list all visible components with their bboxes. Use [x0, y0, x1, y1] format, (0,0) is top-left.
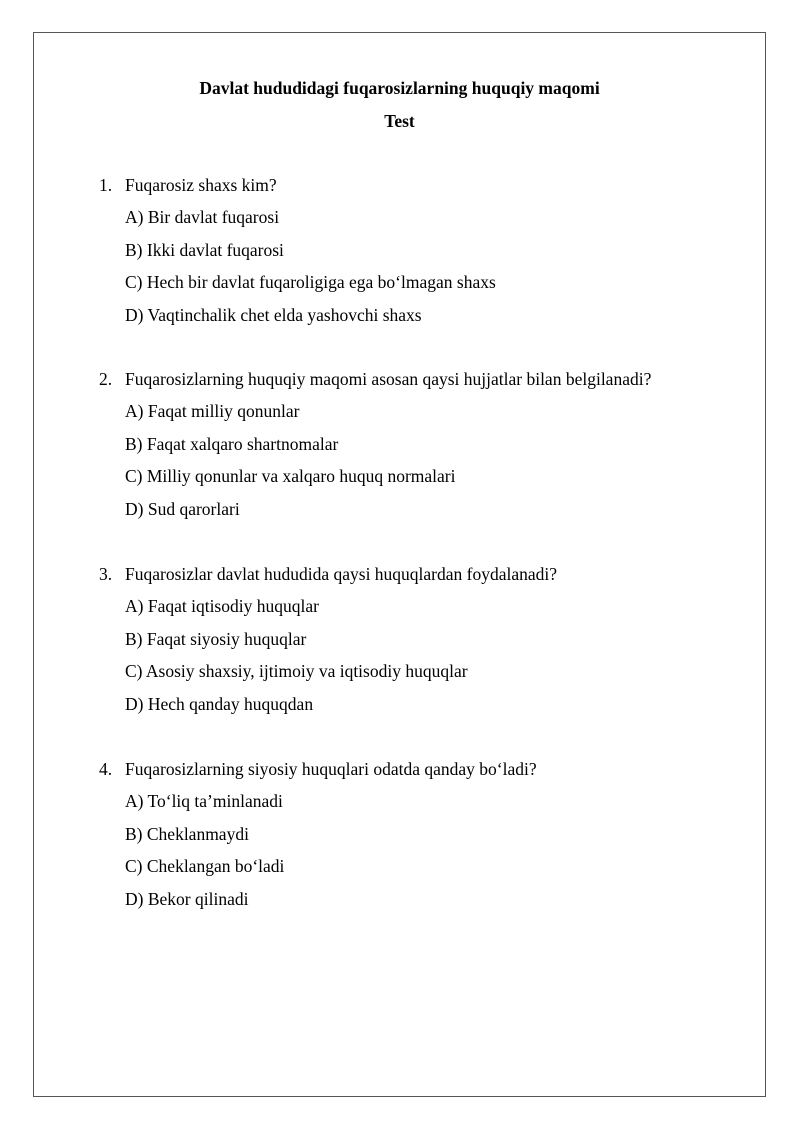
document-subtitle: Test	[384, 111, 415, 131]
option-a: A) Bir davlat fuqarosi	[125, 207, 280, 227]
question-number: 1.	[99, 175, 113, 195]
option-a: A) Faqat iqtisodiy huquqlar	[125, 596, 319, 616]
option-c: C) Cheklangan bo‘ladi	[125, 856, 285, 876]
option-b: B) Faqat xalqaro shartnomalar	[125, 434, 339, 454]
option-d: D) Hech qanday huquqdan	[125, 694, 314, 714]
option-c: C) Asosiy shaxsiy, ijtimoiy va iqtisodiy huquqlar	[125, 661, 468, 681]
option-a: A) To‘liq ta’minlanadi	[125, 791, 283, 811]
option-a: A) Faqat milliy qonunlar	[125, 401, 300, 421]
option-b: B) Cheklanmaydi	[125, 824, 249, 844]
question-text: Fuqarosiz shaxs kim?	[125, 175, 277, 195]
question-number: 2.	[99, 369, 113, 389]
question-text: Fuqarosizlarning siyosiy huquqlari odatda qanday bo‘ladi?	[125, 759, 537, 779]
option-c: C) Hech bir davlat fuqaroligiga ega bo‘lmagan shaxs	[125, 272, 496, 292]
question-text: Fuqarosizlar davlat hududida qaysi huquqlardan foydalanadi?	[125, 564, 558, 584]
option-b: B) Ikki davlat fuqarosi	[125, 240, 284, 260]
question-text: Fuqarosizlarning huquqiy maqomi asosan qaysi hujjatlar bilan belgilanadi?	[125, 369, 652, 389]
option-d: D) Bekor qilinadi	[125, 889, 249, 909]
question-number: 4.	[99, 759, 113, 779]
option-b: B) Faqat siyosiy huquqlar	[125, 629, 307, 649]
option-d: D) Vaqtinchalik chet elda yashovchi shaxs	[125, 305, 422, 325]
question-number: 3.	[99, 564, 113, 584]
option-c: C) Milliy qonunlar va xalqaro huquq normalari	[125, 466, 456, 486]
document-title: Davlat hududidagi fuqarosizlarning huquqiy maqomi	[199, 78, 600, 98]
option-d: D) Sud qarorlari	[125, 499, 240, 519]
